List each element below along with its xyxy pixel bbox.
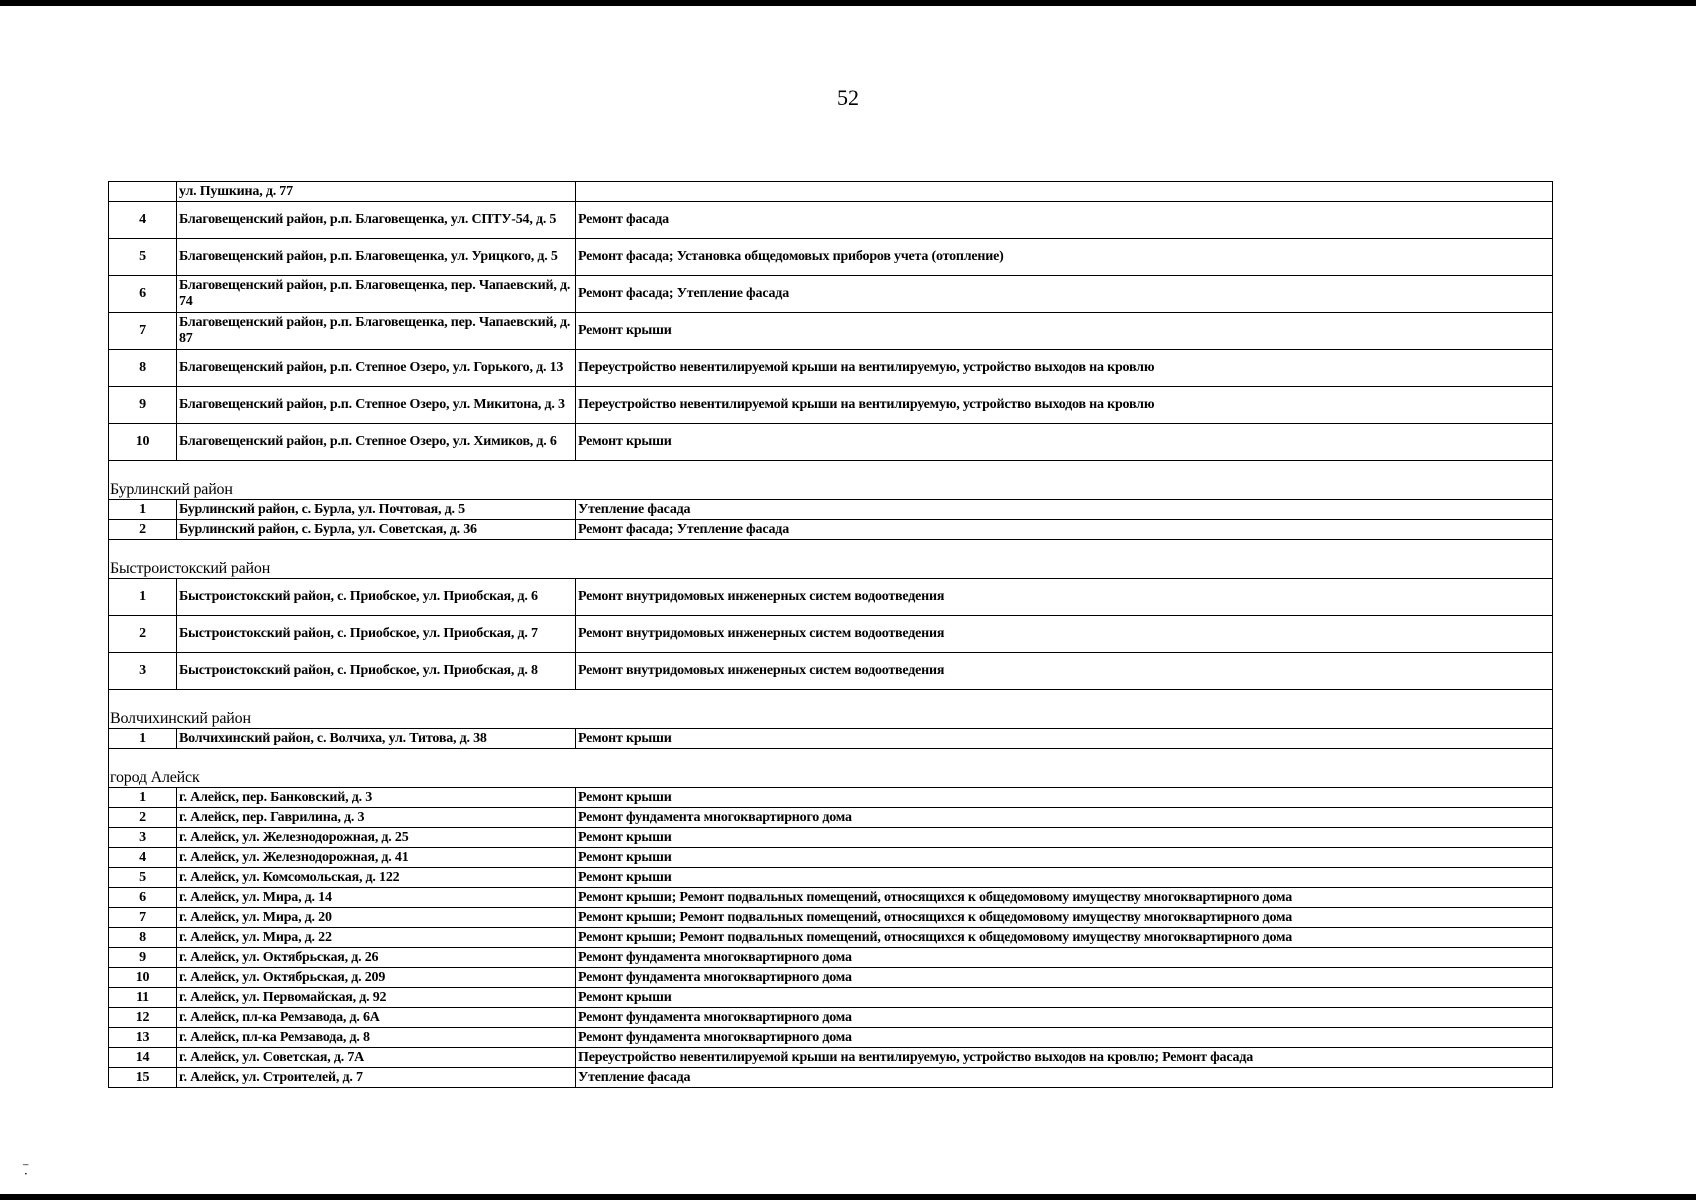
row-number-cell: 12 xyxy=(109,1008,177,1028)
work-type-cell: Ремонт фасада xyxy=(576,202,1553,239)
table-row xyxy=(109,788,1553,808)
table-row xyxy=(109,988,1553,1008)
address-cell: Благовещенский район, р.п. Благовещенка, ул. Урицкого, д. 5 xyxy=(177,239,576,276)
row-number-cell: 2 xyxy=(109,520,177,540)
row-number-cell: 13 xyxy=(109,1028,177,1048)
address-cell: г. Алейск, пер. Гаврилина, д. 3 xyxy=(177,808,576,828)
address-cell: Благовещенский район, р.п. Степное Озеро, ул. Микитона, д. 3 xyxy=(177,387,576,424)
row-number-cell: 6 xyxy=(109,276,177,313)
row-number-cell: 15 xyxy=(109,1068,177,1088)
address-cell: г. Алейск, ул. Октябрьская, д. 209 xyxy=(177,968,576,988)
work-type-cell: Ремонт крыши xyxy=(576,424,1553,461)
address-cell: г. Алейск, ул. Железнодорожная, д. 25 xyxy=(177,828,576,848)
address-cell: г. Алейск, ул. Комсомольская, д. 122 xyxy=(177,868,576,888)
address-cell: г. Алейск, ул. Октябрьская, д. 26 xyxy=(177,948,576,968)
work-type-cell: Ремонт крыши xyxy=(576,848,1553,868)
address-cell: Благовещенский район, р.п. Благовещенка, пер. Чапаевский, д. 74 xyxy=(177,276,576,313)
address-cell: г. Алейск, ул. Мира, д. 22 xyxy=(177,928,576,948)
table-row xyxy=(109,579,1553,616)
work-type-cell: Ремонт фасада; Утепление фасада xyxy=(576,276,1553,313)
address-cell: Волчихинский район, с. Волчиха, ул. Титова, д. 38 xyxy=(177,729,576,749)
scan-edge-top xyxy=(0,0,1696,6)
work-type-cell: Ремонт фундамента многоквартирного дома xyxy=(576,948,1553,968)
address-cell: Бурлинский район, с. Бурла, ул. Советская, д. 36 xyxy=(177,520,576,540)
table-row xyxy=(109,500,1553,520)
address-cell: Благовещенский район, р.п. Степное Озеро, ул. Химиков, д. 6 xyxy=(177,424,576,461)
row-number-cell: 1 xyxy=(109,729,177,749)
table-row xyxy=(109,313,1553,350)
table-row xyxy=(109,520,1553,540)
table-row xyxy=(109,868,1553,888)
table-row xyxy=(109,888,1553,908)
row-number-cell: 9 xyxy=(109,387,177,424)
section-row xyxy=(109,749,1553,788)
work-type-cell: Ремонт фасада; Утепление фасада xyxy=(576,520,1553,540)
table-row xyxy=(109,424,1553,461)
table-row xyxy=(109,387,1553,424)
row-number-cell: 3 xyxy=(109,653,177,690)
work-type-cell: Ремонт крыши; Ремонт подвальных помещений, относящихся к общедомовому имуществу многоквартирного дома xyxy=(576,888,1553,908)
table-row xyxy=(109,968,1553,988)
address-cell: Быстроистокский район, с. Приобское, ул. Приобская, д. 7 xyxy=(177,616,576,653)
address-cell: г. Алейск, ул. Мира, д. 14 xyxy=(177,888,576,908)
repair-table xyxy=(108,181,1553,1088)
table-row xyxy=(109,1028,1553,1048)
address-cell: г. Алейск, ул. Советская, д. 7А xyxy=(177,1048,576,1068)
table-row xyxy=(109,653,1553,690)
row-number-cell: 5 xyxy=(109,868,177,888)
work-type-cell: Переустройство невентилируемой крыши на вентилируемую, устройство выходов на кровлю; Ремонт фасада xyxy=(576,1048,1553,1068)
section-title: Бурлинский район xyxy=(109,461,1553,500)
address-cell: г. Алейск, ул. Мира, д. 20 xyxy=(177,908,576,928)
work-type-cell: Ремонт внутридомовых инженерных систем водоотведения xyxy=(576,616,1553,653)
work-type-cell: Переустройство невентилируемой крыши на вентилируемую, устройство выходов на кровлю xyxy=(576,387,1553,424)
row-number-cell: 2 xyxy=(109,616,177,653)
work-type-cell: Ремонт крыши xyxy=(576,729,1553,749)
scan-mark: ⁻̣ xyxy=(22,1161,30,1176)
row-number-cell: 6 xyxy=(109,888,177,908)
address-cell: г. Алейск, ул. Железнодорожная, д. 41 xyxy=(177,848,576,868)
section-row xyxy=(109,690,1553,729)
row-number-cell: 1 xyxy=(109,500,177,520)
row-number-cell: 7 xyxy=(109,908,177,928)
row-number-cell xyxy=(109,182,177,202)
row-number-cell: 3 xyxy=(109,828,177,848)
work-type-cell: Утепление фасада xyxy=(576,500,1553,520)
section-row xyxy=(109,540,1553,579)
work-type-cell: Ремонт крыши xyxy=(576,788,1553,808)
work-type-cell: Ремонт крыши xyxy=(576,868,1553,888)
row-number-cell: 7 xyxy=(109,313,177,350)
row-number-cell: 10 xyxy=(109,424,177,461)
address-cell: г. Алейск, пер. Банковский, д. 3 xyxy=(177,788,576,808)
address-cell: Бурлинский район, с. Бурла, ул. Почтовая, д. 5 xyxy=(177,500,576,520)
table-row xyxy=(109,350,1553,387)
table-row xyxy=(109,808,1553,828)
work-type-cell: Ремонт крыши; Ремонт подвальных помещений, относящихся к общедомовому имуществу многоквартирного дома xyxy=(576,908,1553,928)
table-row xyxy=(109,729,1553,749)
work-type-cell: Утепление фасада xyxy=(576,1068,1553,1088)
work-type-cell: Ремонт фундамента многоквартирного дома xyxy=(576,1008,1553,1028)
section-title: Быстроистокский район xyxy=(109,540,1553,579)
work-type-cell: Ремонт внутридомовых инженерных систем водоотведения xyxy=(576,653,1553,690)
table-row xyxy=(109,928,1553,948)
work-type-cell: Ремонт крыши xyxy=(576,313,1553,350)
address-cell: ул. Пушкина, д. 77 xyxy=(177,182,576,202)
work-type-cell: Ремонт крыши xyxy=(576,828,1553,848)
table-row xyxy=(109,616,1553,653)
table-row xyxy=(109,276,1553,313)
address-cell: г. Алейск, ул. Строителей, д. 7 xyxy=(177,1068,576,1088)
work-type-cell: Ремонт крыши xyxy=(576,988,1553,1008)
address-cell: г. Алейск, пл-ка Ремзавода, д. 8 xyxy=(177,1028,576,1048)
table-row xyxy=(109,908,1553,928)
address-cell: Быстроистокский район, с. Приобское, ул. Приобская, д. 8 xyxy=(177,653,576,690)
address-cell: г. Алейск, ул. Первомайская, д. 92 xyxy=(177,988,576,1008)
work-type-cell: Ремонт внутридомовых инженерных систем водоотведения xyxy=(576,579,1553,616)
row-number-cell: 5 xyxy=(109,239,177,276)
row-number-cell: 8 xyxy=(109,350,177,387)
row-number-cell: 4 xyxy=(109,848,177,868)
scan-edge-bottom xyxy=(0,1194,1696,1200)
row-number-cell: 11 xyxy=(109,988,177,1008)
address-cell: г. Алейск, пл-ка Ремзавода, д. 6А xyxy=(177,1008,576,1028)
address-cell: Благовещенский район, р.п. Благовещенка, ул. СПТУ-54, д. 5 xyxy=(177,202,576,239)
repair-table-body xyxy=(109,182,1553,1088)
row-number-cell: 10 xyxy=(109,968,177,988)
row-number-cell: 1 xyxy=(109,579,177,616)
row-number-cell: 1 xyxy=(109,788,177,808)
table-row xyxy=(109,239,1553,276)
work-type-cell: Ремонт фундамента многоквартирного дома xyxy=(576,968,1553,988)
row-number-cell: 4 xyxy=(109,202,177,239)
work-type-cell: Переустройство невентилируемой крыши на вентилируемую, устройство выходов на кровлю xyxy=(576,350,1553,387)
page-number: 52 xyxy=(837,85,859,110)
section-row xyxy=(109,461,1553,500)
address-cell: Благовещенский район, р.п. Благовещенка, пер. Чапаевский, д. 87 xyxy=(177,313,576,350)
work-type-cell: Ремонт фундамента многоквартирного дома xyxy=(576,808,1553,828)
work-type-cell: Ремонт крыши; Ремонт подвальных помещений, относящихся к общедомовому имуществу многоквартирного дома xyxy=(576,928,1553,948)
table-row xyxy=(109,948,1553,968)
row-number-cell: 2 xyxy=(109,808,177,828)
table-row xyxy=(109,202,1553,239)
address-cell: Благовещенский район, р.п. Степное Озеро, ул. Горького, д. 13 xyxy=(177,350,576,387)
table-row xyxy=(109,848,1553,868)
table-row xyxy=(109,1008,1553,1028)
row-number-cell: 14 xyxy=(109,1048,177,1068)
row-number-cell: 8 xyxy=(109,928,177,948)
table-row xyxy=(109,1048,1553,1068)
work-type-cell xyxy=(576,182,1553,202)
section-title: город Алейск xyxy=(109,749,1553,788)
table-row xyxy=(109,182,1553,202)
row-number-cell: 9 xyxy=(109,948,177,968)
work-type-cell: Ремонт фасада; Установка общедомовых приборов учета (отопление) xyxy=(576,239,1553,276)
table-row xyxy=(109,1068,1553,1088)
address-cell: Быстроистокский район, с. Приобское, ул. Приобская, д. 6 xyxy=(177,579,576,616)
table-row xyxy=(109,828,1553,848)
work-type-cell: Ремонт фундамента многоквартирного дома xyxy=(576,1028,1553,1048)
section-title: Волчихинский район xyxy=(109,690,1553,729)
